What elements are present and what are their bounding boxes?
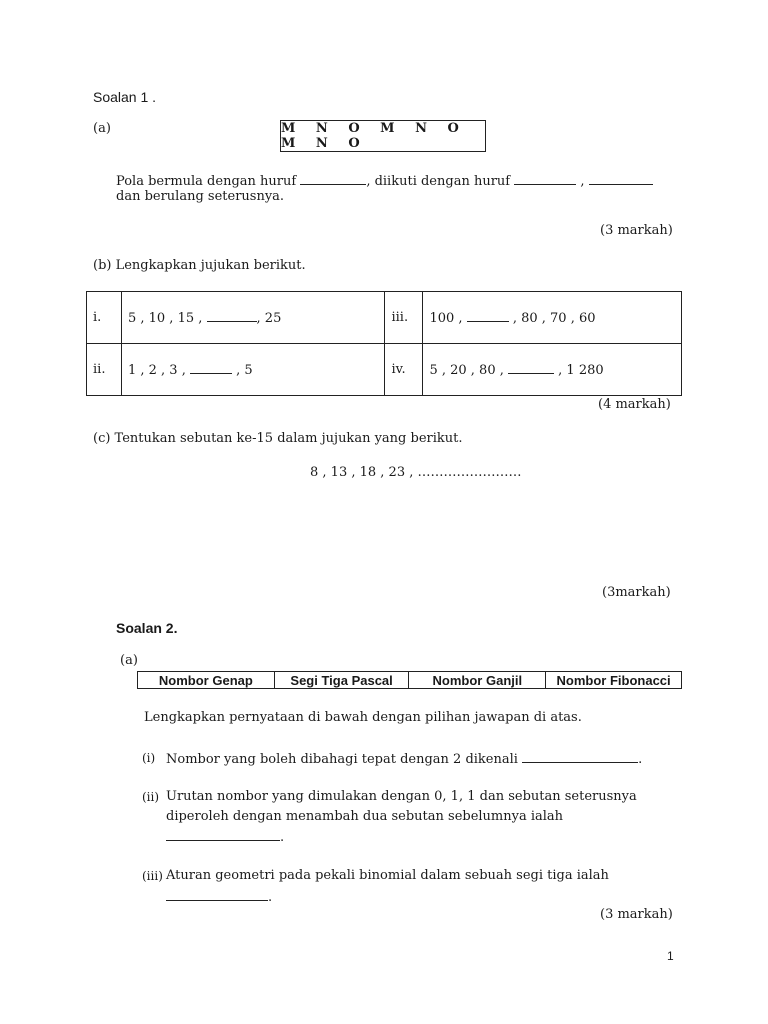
part-c-label: (c) Tentukan sebutan ke-15 dalam jujukan yang berikut. — [93, 431, 463, 446]
part-a-label: (a) — [93, 121, 111, 136]
sequence-text: , 5 — [236, 363, 253, 378]
pattern-statement-sep: , — [580, 174, 585, 189]
sequence-cell — [423, 292, 682, 344]
answer-blank-1[interactable] — [300, 172, 366, 185]
pattern-statement-line1 — [116, 172, 653, 189]
sequence-cell — [121, 292, 385, 344]
choice-segi-tiga-pascal: Segi Tiga Pascal — [274, 672, 409, 689]
pattern-statement-prefix: Pola bermula dengan huruf — [116, 174, 297, 189]
statement-ii-line2: diperoleh dengan menambah dua sebutan sebelumnya ialah — [166, 809, 564, 824]
choice-nombor-ganjil: Nombor Ganjil — [409, 672, 546, 689]
answer-blank[interactable] — [508, 361, 554, 374]
answer-blank-2[interactable] — [514, 172, 576, 185]
q2-instruction: Lengkapkan pernyataan di bawah dengan pilihan jawapan di atas. — [144, 710, 582, 725]
sequence-text: , 80 , 70 , 60 — [512, 311, 596, 326]
sequence-text: 100 , — [429, 311, 463, 326]
answer-blank[interactable] — [190, 361, 232, 374]
pattern-statement-mid: , diikuti dengan huruf — [366, 174, 511, 189]
sequence-text: 1 , 2 , 3 , — [127, 363, 186, 378]
pattern-statement-line2: dan berulang seterusnya. — [116, 189, 285, 204]
statement-end: . — [280, 830, 285, 845]
q2-part-a-label: (a) — [120, 653, 138, 668]
statement-end: . — [638, 752, 643, 767]
marks-1a: (3 markah) — [600, 223, 673, 238]
item-number: iv. — [385, 344, 423, 396]
item-number: i. — [87, 292, 122, 344]
marks-1c: (3markah) — [602, 585, 671, 600]
statement-ii-line1: Urutan nombor yang dimulakan dengan 0, 1, 1 dan sebutan seterusnya — [166, 789, 637, 804]
answer-blank[interactable] — [467, 309, 509, 322]
item-number: (iii) — [142, 869, 163, 883]
sequence-cell — [423, 344, 682, 396]
sequence-cell — [121, 344, 385, 396]
choice-nombor-fibonacci: Nombor Fibonacci — [546, 672, 682, 689]
sequence-text: 5 , 10 , 15 , — [127, 311, 203, 326]
item-number: (ii) — [142, 790, 160, 804]
sequence-text: , 25 — [256, 311, 282, 326]
item-number: ii. — [87, 344, 122, 396]
answer-blank-3[interactable] — [589, 172, 653, 185]
answer-blank[interactable] — [207, 309, 257, 322]
answer-choices-table — [137, 671, 682, 689]
part-b-label: (b) Lengkapkan jujukan berikut. — [93, 258, 306, 273]
statement-end: . — [268, 890, 273, 905]
page-number: 1 — [667, 949, 674, 963]
statement-i — [166, 750, 642, 767]
marks-1b: (4 markah) — [598, 397, 671, 412]
table-row — [138, 672, 682, 689]
marks-2: (3 markah) — [600, 907, 673, 922]
question-2-title: Soalan 2. — [116, 620, 178, 636]
letter-pattern-box: M N O M N O M N O — [280, 120, 486, 152]
choice-nombor-genap: Nombor Genap — [138, 672, 275, 689]
sequence-table — [86, 291, 682, 396]
statement-ii-line3 — [166, 828, 284, 845]
item-number: (i) — [142, 751, 156, 765]
sequence-c: 8 , 13 , 18 , 23 , …………………… — [310, 465, 522, 480]
question-1-title: Soalan 1 . — [93, 89, 157, 105]
answer-blank[interactable] — [166, 888, 268, 901]
answer-blank[interactable] — [522, 750, 638, 763]
table-row — [87, 292, 682, 344]
statement-text: Nombor yang boleh dibahagi tepat dengan 2 dikenali — [166, 752, 518, 767]
item-number: iii. — [385, 292, 423, 344]
statement-iii-line1: Aturan geometri pada pekali binomial dalam sebuah segi tiga ialah — [166, 868, 609, 883]
statement-iii-line2 — [166, 888, 272, 905]
answer-blank[interactable] — [166, 828, 280, 841]
sequence-text: , 1 280 — [558, 363, 604, 378]
sequence-text: 5 , 20 , 80 , — [429, 363, 504, 378]
table-row — [87, 344, 682, 396]
